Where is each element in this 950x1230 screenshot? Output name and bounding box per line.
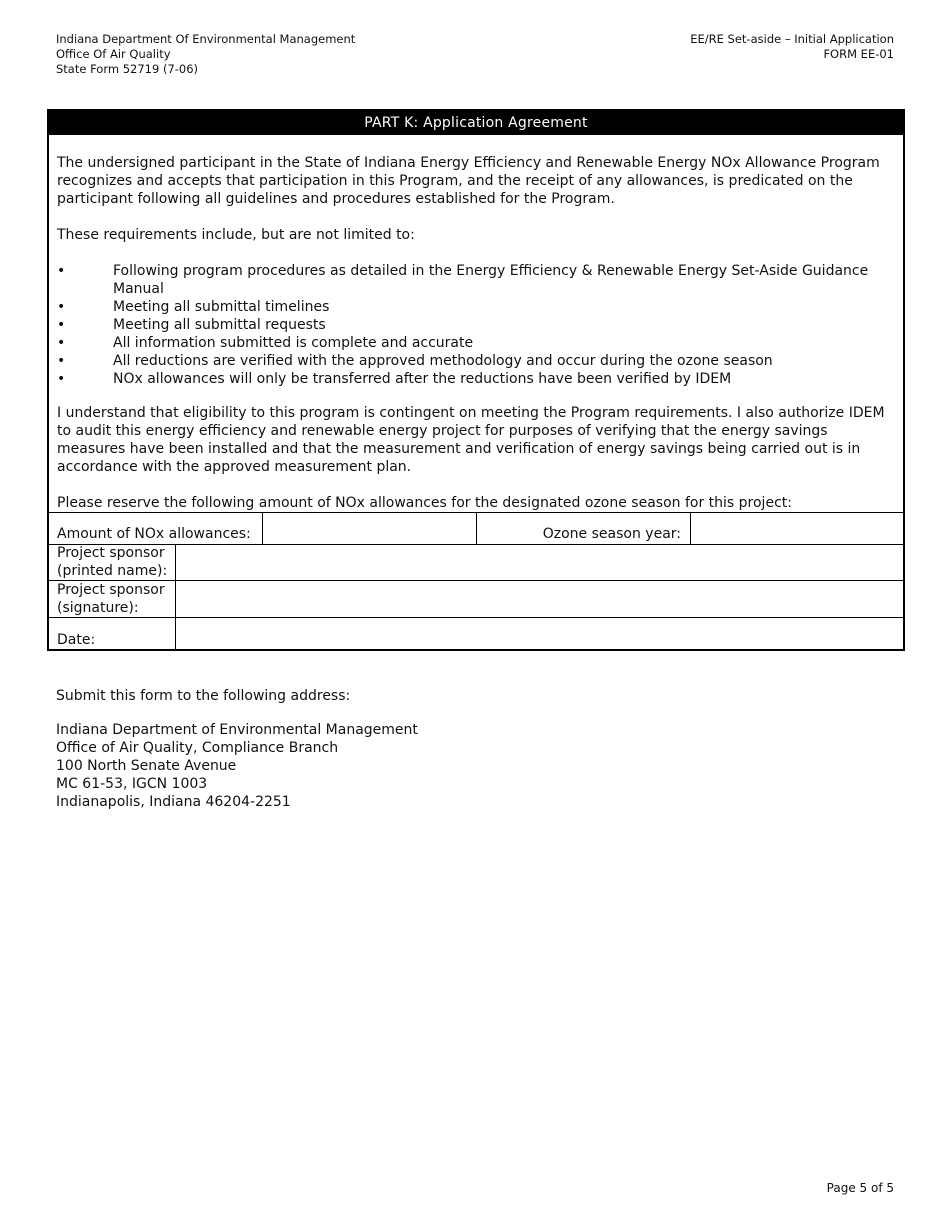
field-divider (476, 512, 477, 544)
requirement-text: All information submitted is complete and accurate (113, 335, 474, 351)
requirement-text: Meeting all submittal requests (113, 317, 326, 333)
field-divider (175, 544, 176, 649)
mailing-address (56, 721, 418, 811)
requirement-text: Following program procedures as detailed in the Energy Efficiency & Renewable Energy Set-Aside Guidance Manual (113, 263, 869, 297)
field-divider (262, 512, 263, 544)
requirements-list (57, 262, 895, 388)
requirements-lead: These requirements include, but are not limited to: (57, 227, 415, 243)
sponsor-signature-field[interactable] (183, 590, 893, 608)
address-line: Indiana Department of Environmental Management (56, 722, 418, 738)
state-form-number: State Form 52719 (7-06) (56, 62, 199, 76)
ozone-year-field[interactable] (697, 525, 895, 541)
bullet-icon: • (57, 299, 66, 315)
list-item (57, 316, 895, 334)
form-title: EE/RE Set-aside – Initial Application (690, 32, 894, 46)
date-field[interactable] (183, 625, 893, 643)
reserve-request: Please reserve the following amount of NOx allowances for the designated ozone season for this project: (57, 495, 792, 511)
requirement-text: All reductions are verified with the approved methodology and occur during the ozone season (113, 353, 773, 369)
sponsor-name-label (57, 544, 167, 580)
submit-instruction: Submit this form to the following address: (56, 688, 351, 704)
agency-name: Indiana Department Of Environmental Management (56, 32, 356, 46)
ozone-year-label: Ozone season year: (542, 526, 681, 542)
field-grid-line (49, 580, 903, 581)
office-name: Office Of Air Quality (56, 47, 171, 61)
sponsor-name-label-line2: (printed name): (57, 563, 168, 579)
list-item (57, 298, 895, 316)
page-number: Page 5 of 5 (826, 1181, 894, 1195)
requirement-text: Meeting all submittal timelines (113, 299, 330, 315)
address-line: Office of Air Quality, Compliance Branch (56, 740, 339, 756)
nox-amount-field[interactable] (269, 525, 469, 541)
requirement-text: NOx allowances will only be transferred after the reductions have been verified by IDEM (113, 371, 732, 387)
list-item (57, 262, 895, 298)
sponsor-name-label-line1: Project sponsor (57, 545, 165, 561)
list-item (57, 352, 895, 370)
list-item (57, 334, 895, 352)
intro-paragraph: The undersigned participant in the State of Indiana Energy Efficiency and Renewable Energy NOx Allowance Program recognizes and accepts that participation in this Program, and the receipt of any allowances, is predicated on the participant following all guidelines and procedures established for the Program. (57, 155, 880, 207)
date-label: Date: (57, 632, 96, 648)
part-k-title: PART K: Application Agreement (49, 111, 903, 135)
agency-header (56, 32, 355, 77)
field-grid-line (49, 544, 903, 545)
address-line: MC 61-53, IGCN 1003 (56, 776, 208, 792)
bullet-icon: • (57, 335, 66, 351)
form-header (690, 32, 894, 62)
address-line: 100 North Senate Avenue (56, 758, 237, 774)
nox-amount-label: Amount of NOx allowances: (57, 526, 251, 542)
bullet-icon: • (57, 371, 66, 387)
part-k-section (47, 109, 905, 651)
sponsor-signature-label-line1: Project sponsor (57, 582, 165, 598)
address-line: Indianapolis, Indiana 46204-2251 (56, 794, 291, 810)
sponsor-name-field[interactable] (183, 554, 893, 572)
bullet-icon: • (57, 353, 66, 369)
sponsor-signature-label (57, 581, 165, 617)
list-item (57, 370, 895, 388)
bullet-icon: • (57, 317, 66, 333)
field-divider (690, 512, 691, 544)
sponsor-signature-label-line2: (signature): (57, 600, 139, 616)
bullet-icon: • (57, 263, 66, 279)
field-grid-line (49, 617, 903, 618)
form-number: FORM EE-01 (823, 47, 894, 61)
authorization-paragraph: I understand that eligibility to this program is contingent on meeting the Program requirements. I also authorize IDEM to audit this energy efficiency and renewable energy project for purposes of verifying that the energy savings measures have been installed and that the measurement and verification of energy savings being carried out is in accordance with the approved measurement plan. (57, 405, 885, 475)
